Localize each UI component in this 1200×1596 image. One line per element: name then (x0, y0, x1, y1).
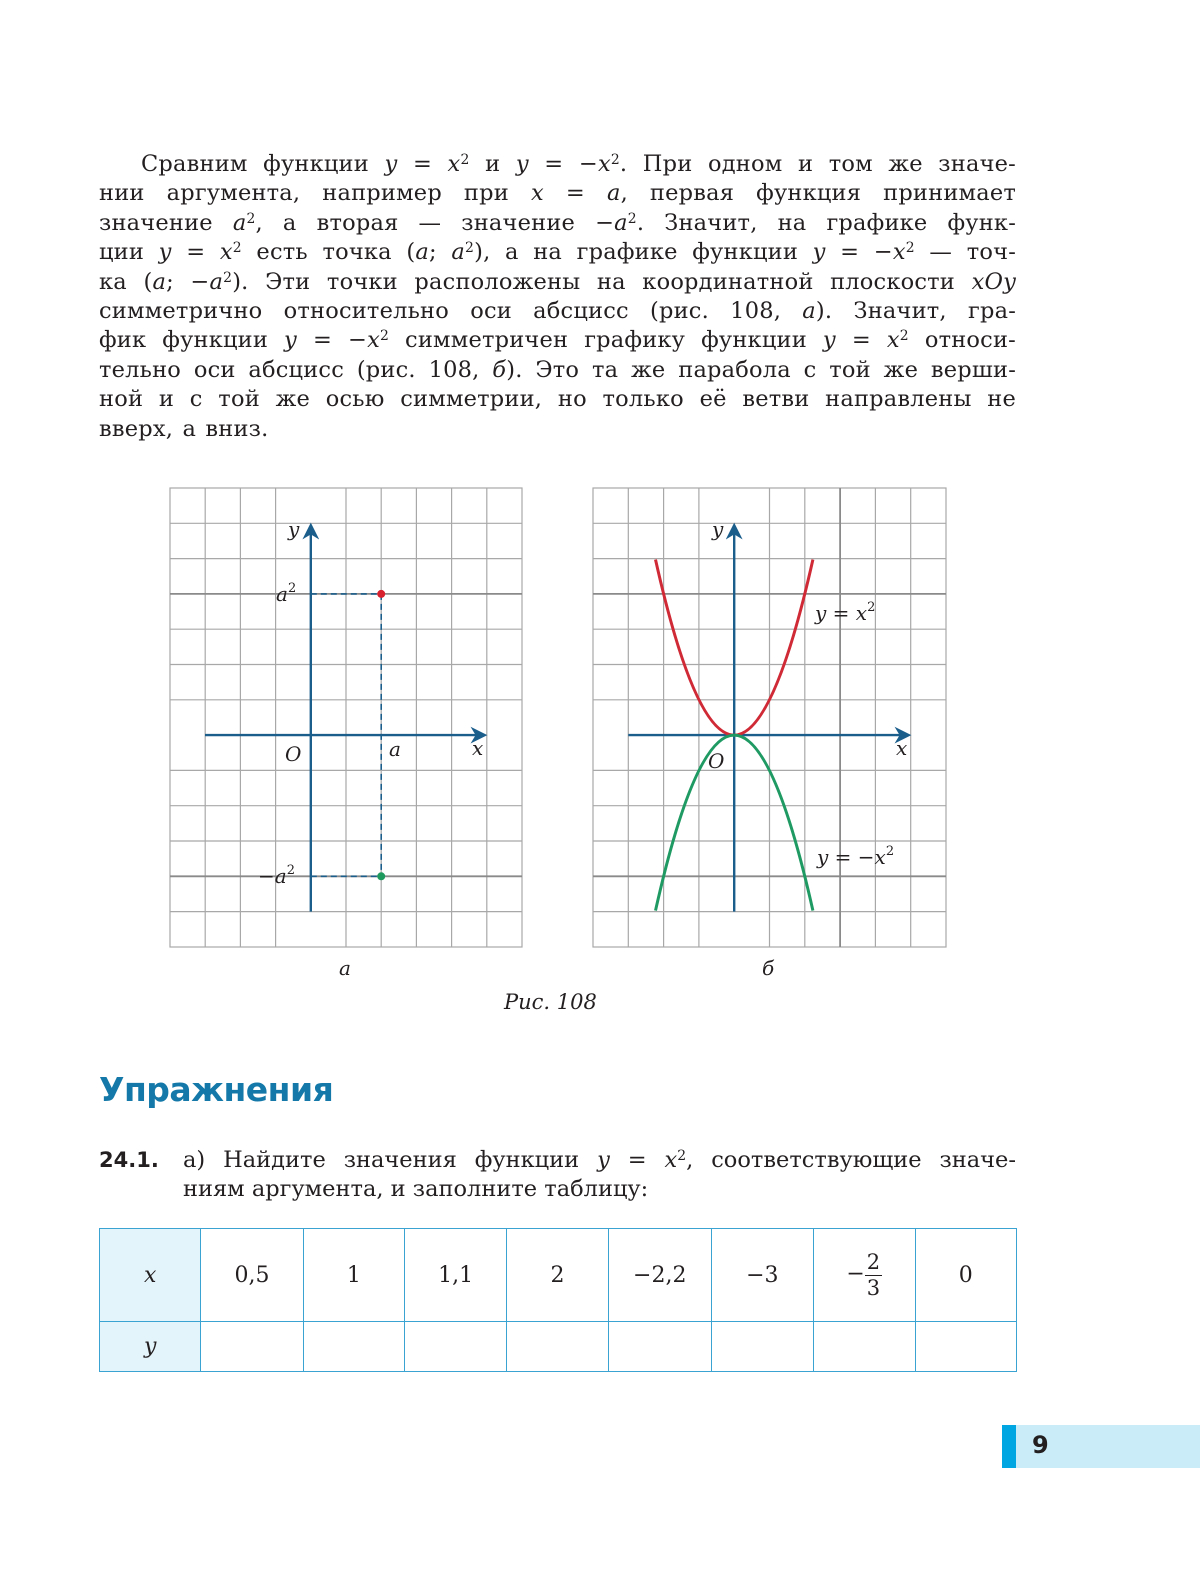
fraction-denominator: 3 (866, 1275, 881, 1300)
page-number: 9 (1032, 1431, 1049, 1459)
row-header-y: y (100, 1322, 201, 1372)
y-cell[interactable] (711, 1322, 813, 1372)
y-axis-label-b: y (712, 517, 724, 541)
curve-down-label: $y = -x^2$ (817, 844, 895, 869)
neg-a2-tick-label: $-a^2$ (258, 863, 295, 888)
paragraph-line-3: значение $a^2$, а вторая — значение $-a^2$. Значит, на графике функ- (99, 209, 1016, 236)
x-cell: 0 (915, 1229, 1016, 1322)
fraction-numerator: 2 (866, 1250, 881, 1275)
point-a-neg-a2 (377, 872, 385, 880)
paragraph-line-5: ка (a; $-a^2$). Эти точки расположены на координатной плоскости xOy (99, 268, 1017, 295)
y-cell[interactable] (303, 1322, 404, 1372)
table-row-y (100, 1322, 1017, 1372)
a2-tick-label: $a^2$ (276, 581, 297, 606)
y-cell[interactable] (405, 1322, 507, 1372)
x-cell-fraction (813, 1229, 915, 1322)
row-header-x: x (100, 1229, 201, 1322)
grid-b (593, 488, 946, 947)
page-tab-bar (1002, 1425, 1016, 1468)
a-tick-label: a (389, 737, 401, 761)
x-cell: −3 (711, 1229, 813, 1322)
paragraph-line-10: вверх, а вниз. (99, 415, 269, 442)
figure-108a (165, 483, 530, 953)
fraction (865, 1250, 882, 1299)
figure-108b (588, 483, 953, 953)
sublabel-a: a (339, 956, 351, 980)
y-cell[interactable] (201, 1322, 303, 1372)
y-cell[interactable] (915, 1322, 1016, 1372)
values-table (99, 1228, 1017, 1372)
y-cell[interactable] (813, 1322, 915, 1372)
x-axis-label-a: x (472, 736, 484, 760)
x-cell: 0,5 (201, 1229, 303, 1322)
y-cell[interactable] (608, 1322, 711, 1372)
exercise-line-1: а) Найдите значения функции $y = x^2$, соответствующие значе- (183, 1147, 1016, 1173)
x-cell: −2,2 (608, 1229, 711, 1322)
x-cell: 2 (507, 1229, 608, 1322)
paragraph-line-8: тельно оси абсцисс (рис. 108, б). Это та же парабола с той же верши- (99, 356, 1017, 383)
y-cell[interactable] (507, 1322, 608, 1372)
fraction-sign: − (846, 1262, 865, 1287)
origin-label-a: O (285, 742, 302, 766)
paragraph-line-6: симметрично относительно оси абсцисс (рис. 108, a). Значит, гра- (99, 297, 1017, 324)
paragraph-line-4: ции $y = x^2$ есть точка (a; $a^2$), а на графике функции $y = -x^2$ — точ- (99, 239, 1017, 266)
exercise-text (183, 1146, 1016, 1205)
paragraph-line-2: нии аргумента, например при x = a, первая функция принимает (99, 180, 1016, 207)
body-paragraph (99, 150, 1016, 444)
paragraph-line-1: Сравним функции $y = x^2$ и $y = -x^2$. При одном и том же значе- (141, 151, 1016, 177)
table-row-x (100, 1229, 1017, 1322)
page-number-tab (1002, 1425, 1200, 1468)
exercise-line-2: ниям аргумента, и заполните таблицу: (183, 1176, 649, 1203)
origin-label-b: O (708, 749, 725, 773)
x-cell: 1 (303, 1229, 404, 1322)
y-axis-label-a: y (288, 517, 300, 541)
paragraph-line-9: ной и с той же осью симметрии, но только её ветви направлены не (99, 386, 1016, 413)
exercise-number: 24.1. (99, 1148, 159, 1172)
sublabel-b: б (762, 956, 775, 980)
point-a-a2 (377, 590, 385, 598)
x-cell: 1,1 (405, 1229, 507, 1322)
figure-caption: Рис. 108 (504, 990, 597, 1014)
curve-up-label: $y = x^2$ (815, 600, 876, 625)
paragraph-line-7: фик функции $y = -x^2$ симметричен графику функции $y = x^2$ относи- (99, 327, 1016, 354)
grid-a (170, 488, 522, 947)
exercises-heading: Упражнения (99, 1070, 334, 1109)
x-axis-label-b: x (896, 736, 908, 760)
